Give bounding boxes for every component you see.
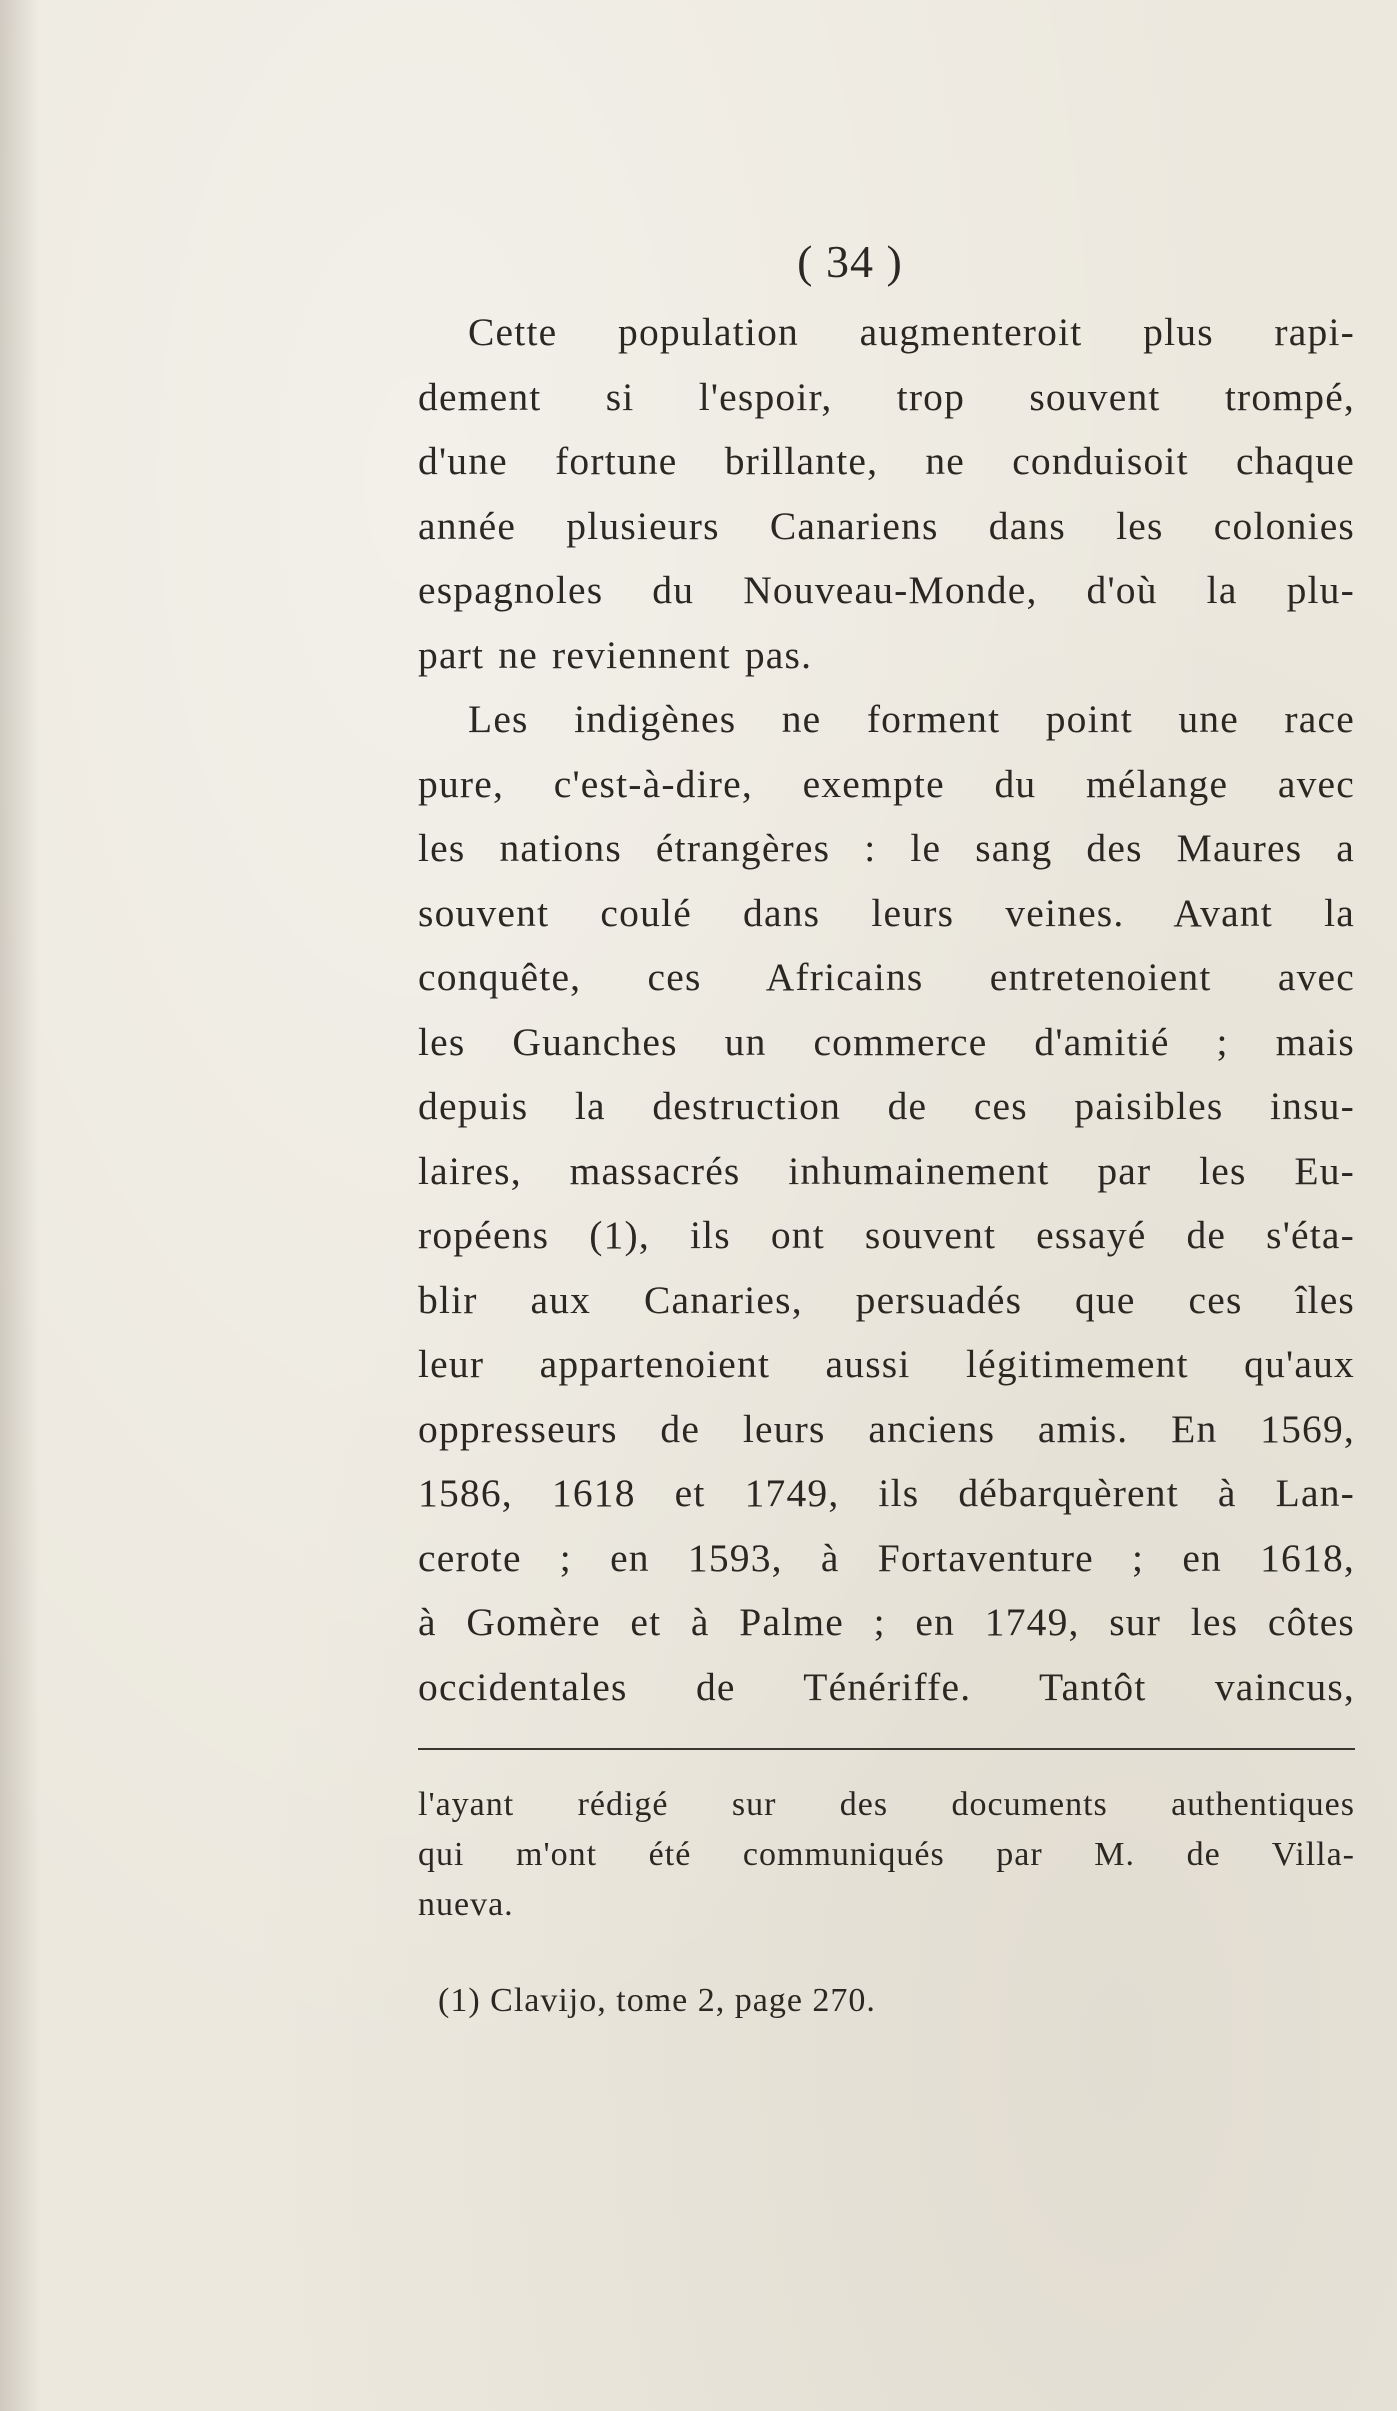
footnote-line: qui m'ont été communiqués par M. de Villa- [418,1836,1355,1873]
text-line: occidentales de Ténériffe. Tantôt vaincus, [418,1664,1355,1709]
text-line: leur appartenoient aussi légitimement qu'aux [418,1342,1355,1386]
text-line: blir aux Canaries, persuadés que ces îles [418,1277,1355,1322]
text-line: laires, massacrés inhumainement par les Eu- [418,1148,1355,1193]
text-line: espagnoles du Nouveau-Monde, d'où la plu- [418,568,1355,612]
text-line: Cette population augmenteroit plus rapi- [468,310,1355,354]
text-line: depuis la destruction de ces paisibles insu- [418,1084,1355,1128]
footnote-line: l'ayant rédigé sur des documents authentiques [418,1786,1355,1823]
page-gutter-shadow [0,0,40,2411]
text-line: année plusieurs Canariens dans les colonies [418,503,1355,548]
text-line: oppresseurs de leurs anciens amis. En 1569, [418,1406,1355,1451]
text-line: pure, c'est-à-dire, exempte du mélange avec [418,761,1355,806]
text-line: souvent coulé dans leurs veines. Avant la [418,890,1355,935]
text-line: 1586, 1618 et 1749, ils débarquèrent à Lan- [418,1471,1355,1515]
main-text [418,300,1355,1719]
text-line: à Gomère et à Palme ; en 1749, sur les côtes [418,1600,1355,1644]
text-line: les nations étrangères : le sang des Maures a [418,826,1355,870]
page-number: ( 34 ) [797,236,903,287]
text-line: conquête, ces Africains entretenoient avec [418,955,1355,999]
text-line: les Guanches un commerce d'amitié ; mais [418,1019,1355,1064]
footnote-rule [418,1748,1355,1750]
footnote-line: nueva. [418,1886,514,1923]
footnote-1: (1) Clavijo, tome 2, page 270. [438,1982,876,2019]
text-line: cerote ; en 1593, à Fortaventure ; en 1618, [418,1535,1355,1580]
text-line: Les indigènes ne forment point une race [468,697,1355,741]
footnote-continuation [418,1780,1355,1930]
text-line: dement si l'espoir, trop souvent trompé, [418,374,1355,419]
text-line: d'une fortune brillante, ne conduisoit chaque [418,439,1355,483]
text-line: part ne reviennent pas. [418,632,813,677]
text-line: ropéens (1), ils ont souvent essayé de s'éta- [418,1213,1355,1257]
